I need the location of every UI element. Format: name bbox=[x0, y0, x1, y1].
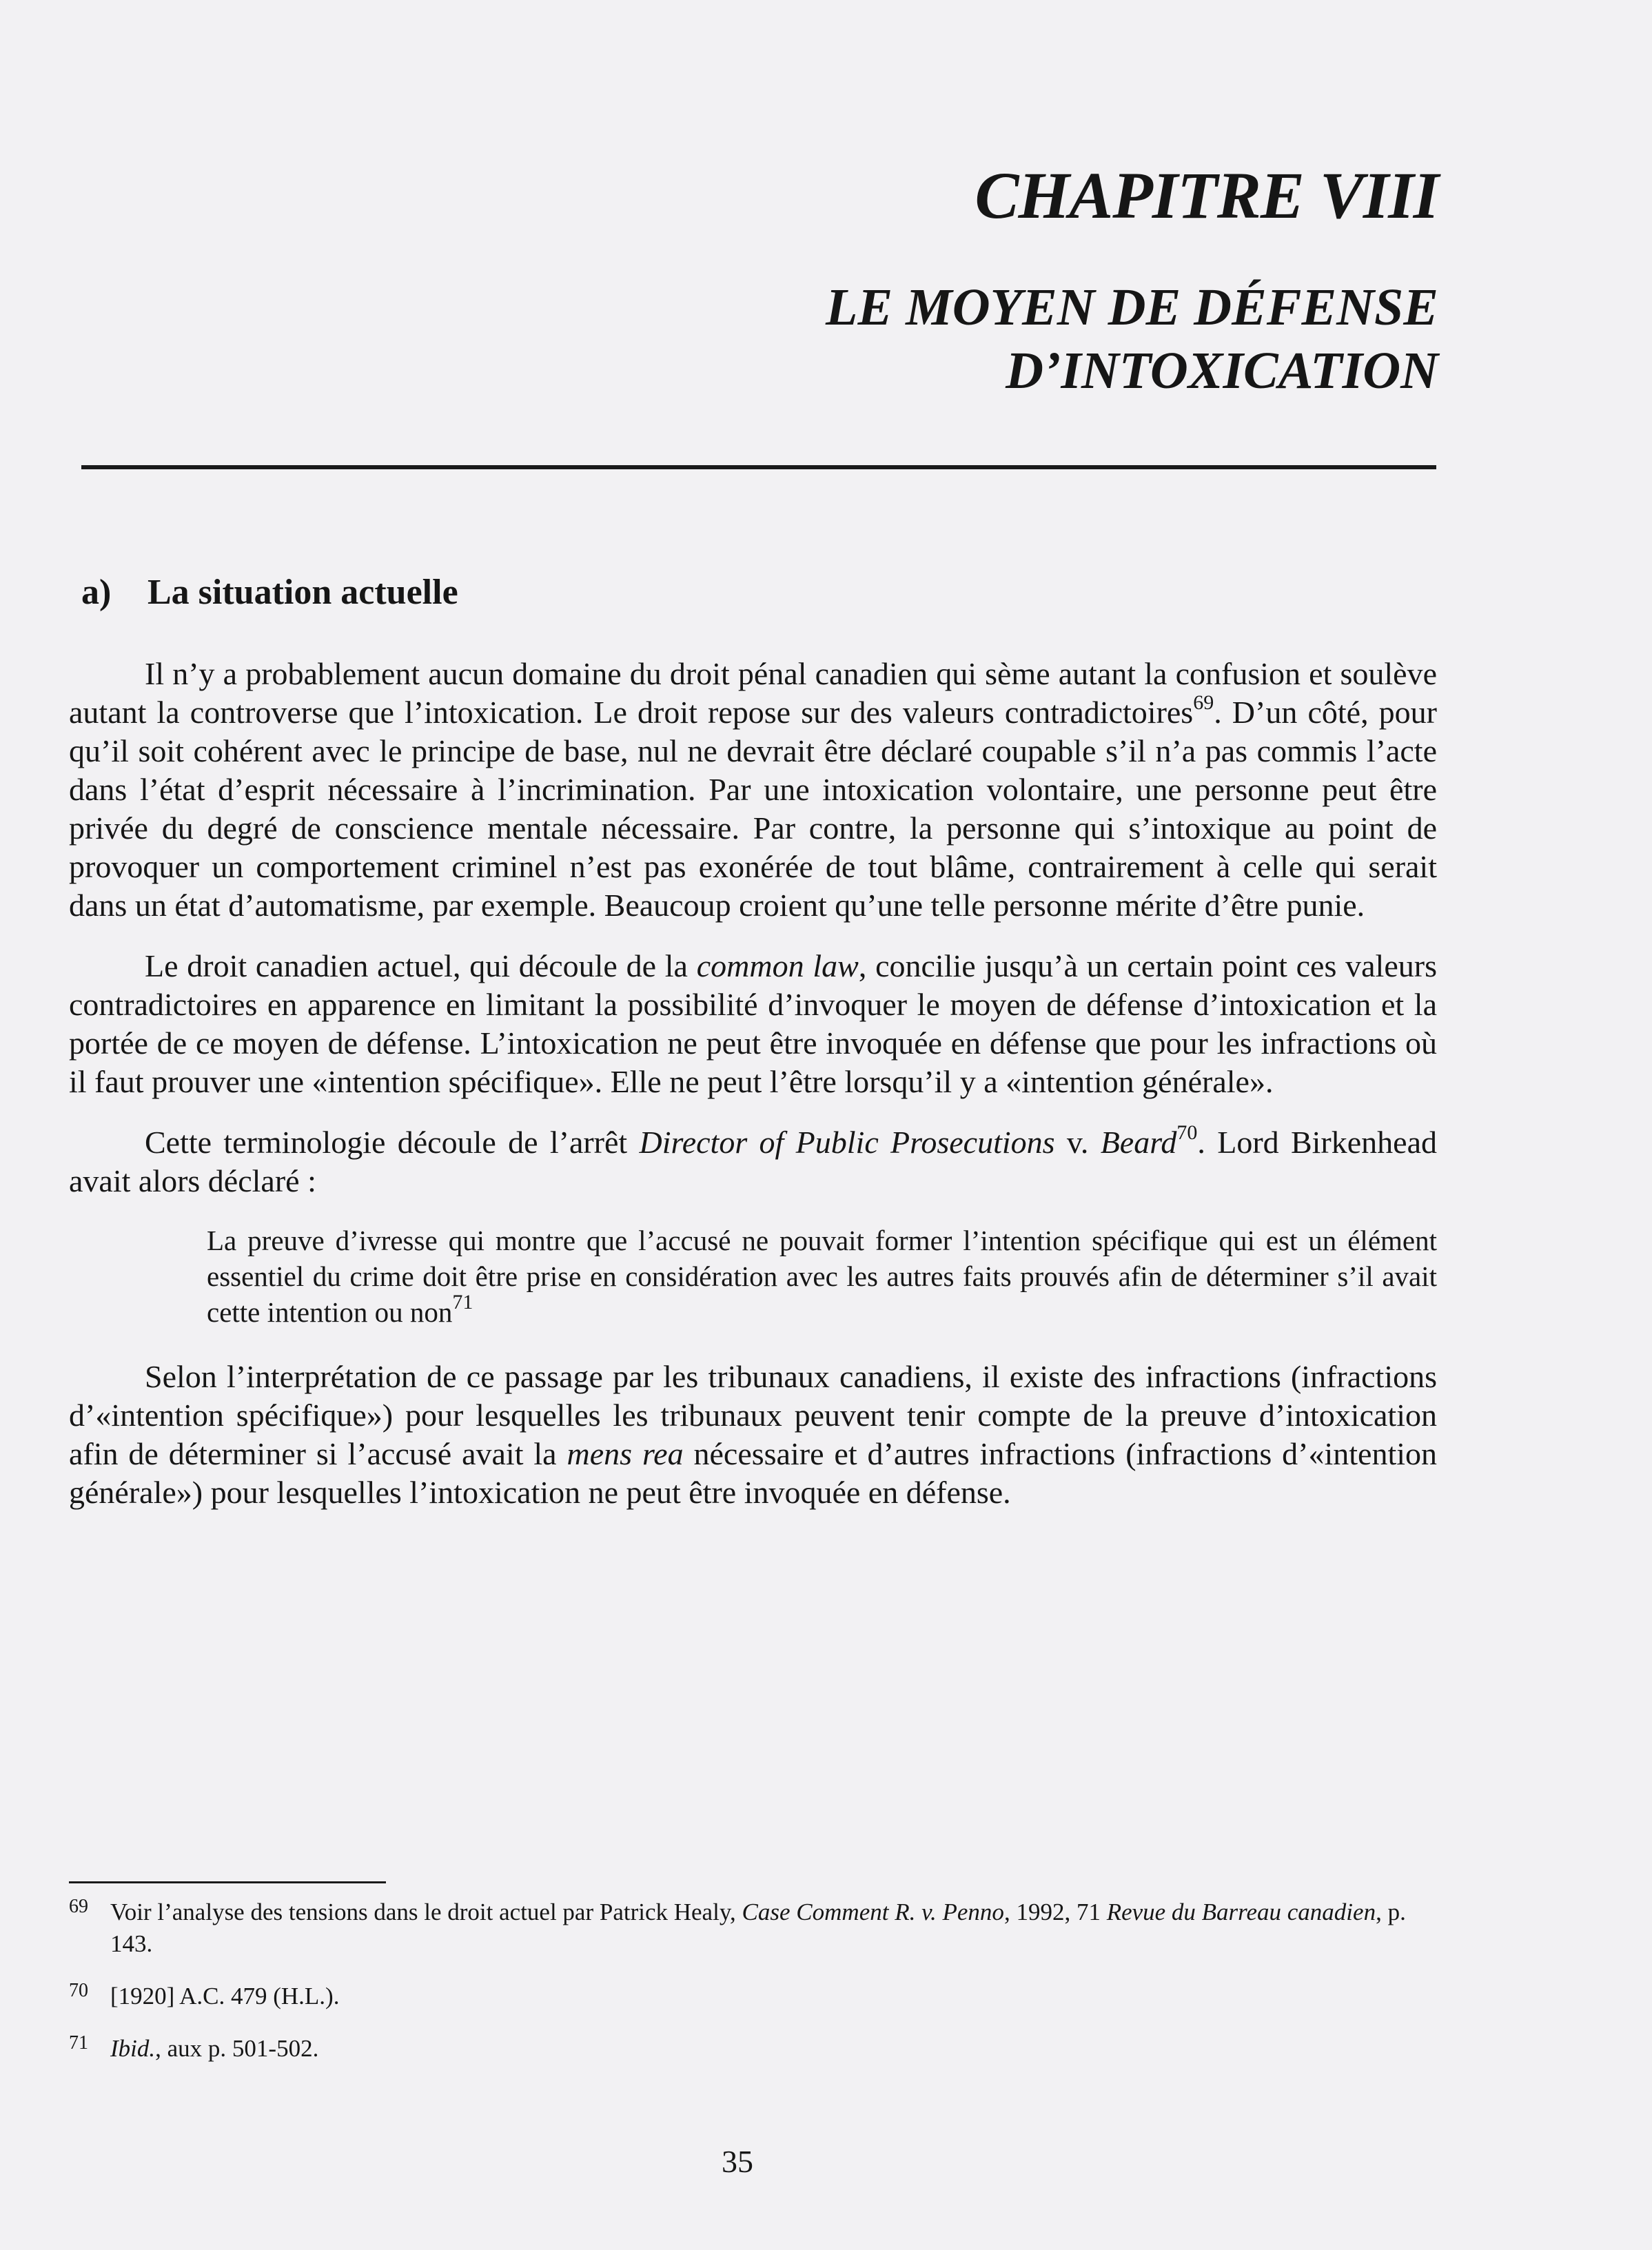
chapter-subtitle-line1: LE MOYEN DE DÉFENSE bbox=[826, 278, 1438, 336]
footnote-divider bbox=[69, 1881, 386, 1883]
footnote-69-text: Voir l’analyse des tensions dans le droit actuel par Patrick Healy, bbox=[110, 1899, 742, 1925]
paragraph-2-text-cont: , concilie jusqu’à un certain point ces valeurs contradictoires en apparence en limitant la possibilité d’invoquer le moyen de défense d’intoxication et la portée de ce moyen de défense. L’intoxication ne peut être invoquée en défense que pour les infractions où il faut prouver une «intention spécifique». Elle ne peut l’être lorsqu’il y a «intention générale». bbox=[69, 948, 1437, 1099]
paragraph-3-versus: v. bbox=[1054, 1125, 1101, 1160]
footnote-69-text-c: , p. 143. bbox=[110, 1899, 1406, 1957]
chapter-title: CHAPITRE VIII bbox=[975, 158, 1438, 232]
paragraph-2-text: Le droit canadien actuel, qui découle de la bbox=[145, 948, 697, 983]
footnote-69 bbox=[69, 1896, 1440, 1960]
body-text bbox=[69, 655, 1437, 1534]
block-quote bbox=[207, 1223, 1437, 1330]
chapter-subtitle-line2: D’INTOXICATION bbox=[1006, 342, 1438, 400]
chapter-divider bbox=[81, 465, 1436, 469]
paragraph-3-text: Cette terminologie découle de l’arrêt bbox=[145, 1125, 640, 1160]
footnote-70-text: [1920] A.C. 479 (H.L.). bbox=[110, 1983, 340, 2009]
paragraph-3-case-party: Beard bbox=[1100, 1125, 1177, 1160]
footnote-number: 71 bbox=[69, 2032, 88, 2054]
footnote-number: 69 bbox=[69, 1896, 88, 1917]
page-number: 35 bbox=[722, 2144, 753, 2179]
footnote-69-text-b: , 1992, 71 bbox=[1003, 1899, 1107, 1925]
paragraph-2 bbox=[69, 947, 1437, 1101]
paragraph-4-text: Selon l’interprétation de ce passage par les tribunaux canadiens, il existe des infractions (infractions d’«intention spécifique») pour lesquelles les tribunaux peuvent tenir compte de la preuve d’intoxication afin de déterminer si l’accusé avait la bbox=[69, 1359, 1437, 1471]
paragraph-4-text-cont: nécessaire et d’autres infractions (infractions d’«intention générale») pour lesquelles l’intoxication ne peut être invoquée en défense. bbox=[69, 1436, 1438, 1510]
footnote-ref-69: 69 bbox=[1193, 691, 1214, 714]
paragraph-3-case-name: Director of Public Prosecutions bbox=[639, 1125, 1055, 1160]
section-label: a) bbox=[81, 573, 112, 612]
footnote-69-case: Case Comment R. v. Penno bbox=[742, 1899, 1004, 1925]
footnote-71-text: , aux p. 501-502. bbox=[155, 2035, 319, 2062]
paragraph-3-text-cont: . Lord Birkenhead avait alors déclaré : bbox=[69, 1125, 1438, 1198]
footnote-71 bbox=[69, 2033, 1440, 2065]
section-heading bbox=[81, 572, 458, 613]
paragraph-1-text-cont: . D’un côté, pour qu’il soit cohérent avec le principe de base, nul ne devrait être déclaré coupable s’il n’a pas commis l’acte dans l’état d’esprit nécessaire à l’incrimination. Par une intoxication volontaire, une personne peut être privée du degré de conscience mentale nécessaire. Par contre, la personne qui s’intoxique au point de provoquer un comportement criminel n’est pas exonérée de tout blâme, contrairement à celle qui serait dans un état d’automatisme, par exemple. Beaucoup croient qu’une telle personne mérite d’être punie. bbox=[69, 695, 1437, 923]
paragraph-3 bbox=[69, 1123, 1437, 1200]
footnote-71-ibid: Ibid. bbox=[110, 2035, 156, 2062]
footnote-70 bbox=[69, 1981, 1440, 2012]
paragraph-1-text: Il n’y a probablement aucun domaine du droit pénal canadien qui sème autant la confusion et soulève autant la controverse que l’intoxication. Le droit repose sur des valeurs contradictoires bbox=[69, 656, 1437, 730]
block-quote-text: La preuve d’ivresse qui montre que l’accusé ne pouvait former l’intention spécifique qui est un élément essentiel du crime doit être prise en considération avec les autres faits prouvés afin de déterminer s’il avait cette intention ou non bbox=[207, 1225, 1437, 1328]
footnote-69-journal: Revue du Barreau canadien bbox=[1106, 1899, 1376, 1925]
paragraph-4-italic: mens rea bbox=[567, 1436, 684, 1471]
paragraph-4 bbox=[69, 1358, 1437, 1512]
paragraph-1 bbox=[69, 655, 1437, 925]
section-title: La situation actuelle bbox=[147, 573, 458, 612]
footnote-ref-71: 71 bbox=[452, 1291, 473, 1314]
footnote-ref-70: 70 bbox=[1176, 1121, 1198, 1144]
paragraph-2-italic: common law bbox=[696, 948, 859, 983]
chapter-subtitle bbox=[826, 276, 1438, 402]
footnotes bbox=[69, 1896, 1440, 2085]
footnote-number: 70 bbox=[69, 1980, 88, 2001]
